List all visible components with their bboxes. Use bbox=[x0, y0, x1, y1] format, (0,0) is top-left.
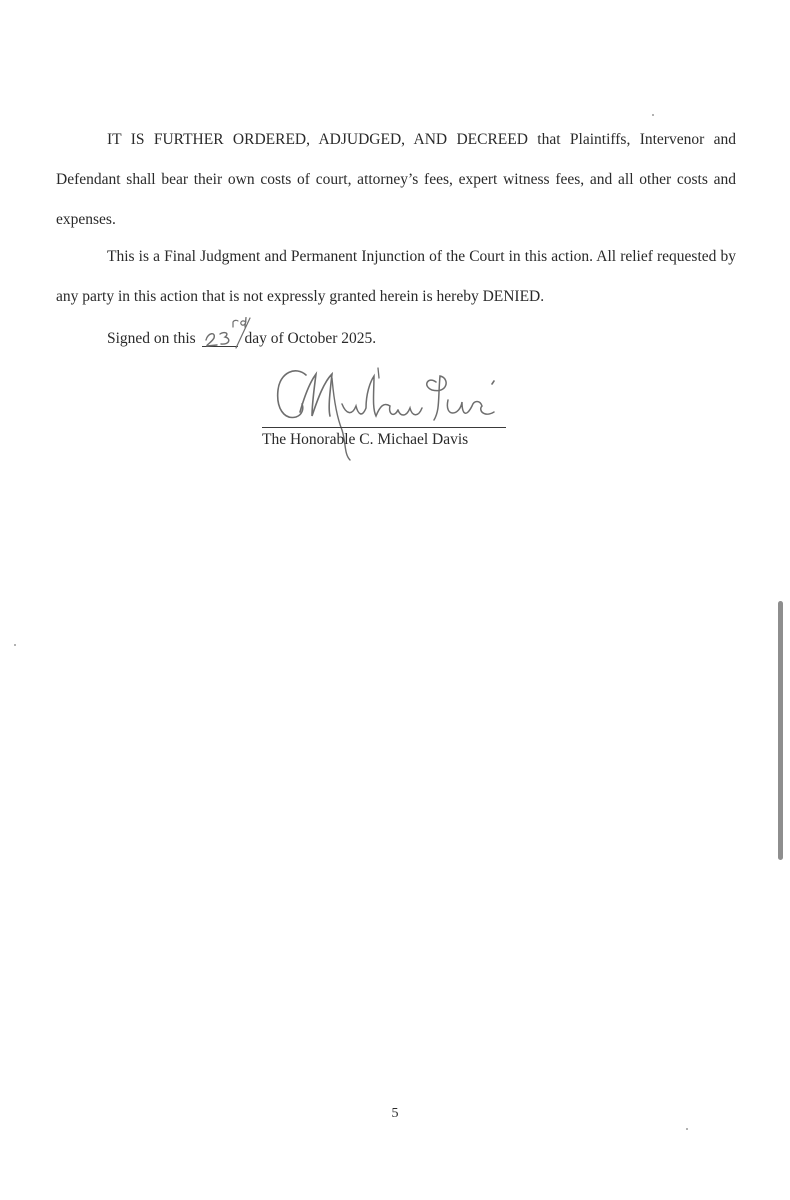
paragraph-costs-order: IT IS FURTHER ORDERED, ADJUDGED, AND DECREED that Plaintiffs, Intervenor and Defendant shall bear their own costs of court, attorney’s fees, expert witness fees, and all other costs and expenses. bbox=[56, 131, 736, 228]
scrollbar-thumb[interactable] bbox=[778, 601, 783, 860]
handwritten-day-mark bbox=[202, 314, 252, 350]
scan-speck bbox=[14, 644, 16, 646]
signed-prefix: Signed on this bbox=[107, 330, 196, 347]
page-number: 5 bbox=[391, 1106, 399, 1121]
scan-speck bbox=[686, 1128, 688, 1130]
signatory-name: The Honorable C. Michael Davis bbox=[262, 431, 469, 448]
paragraph-final-judgment: This is a Final Judgment and Permanent Injunction of the Court in this action. All relief requested by any party in this action that is not expressly granted herein is hereby DENIED. bbox=[56, 248, 736, 305]
scan-speck bbox=[652, 114, 654, 116]
handwritten-day bbox=[202, 326, 238, 347]
signed-suffix: day of October 2025. bbox=[244, 330, 377, 347]
signed-date-line bbox=[107, 323, 376, 355]
